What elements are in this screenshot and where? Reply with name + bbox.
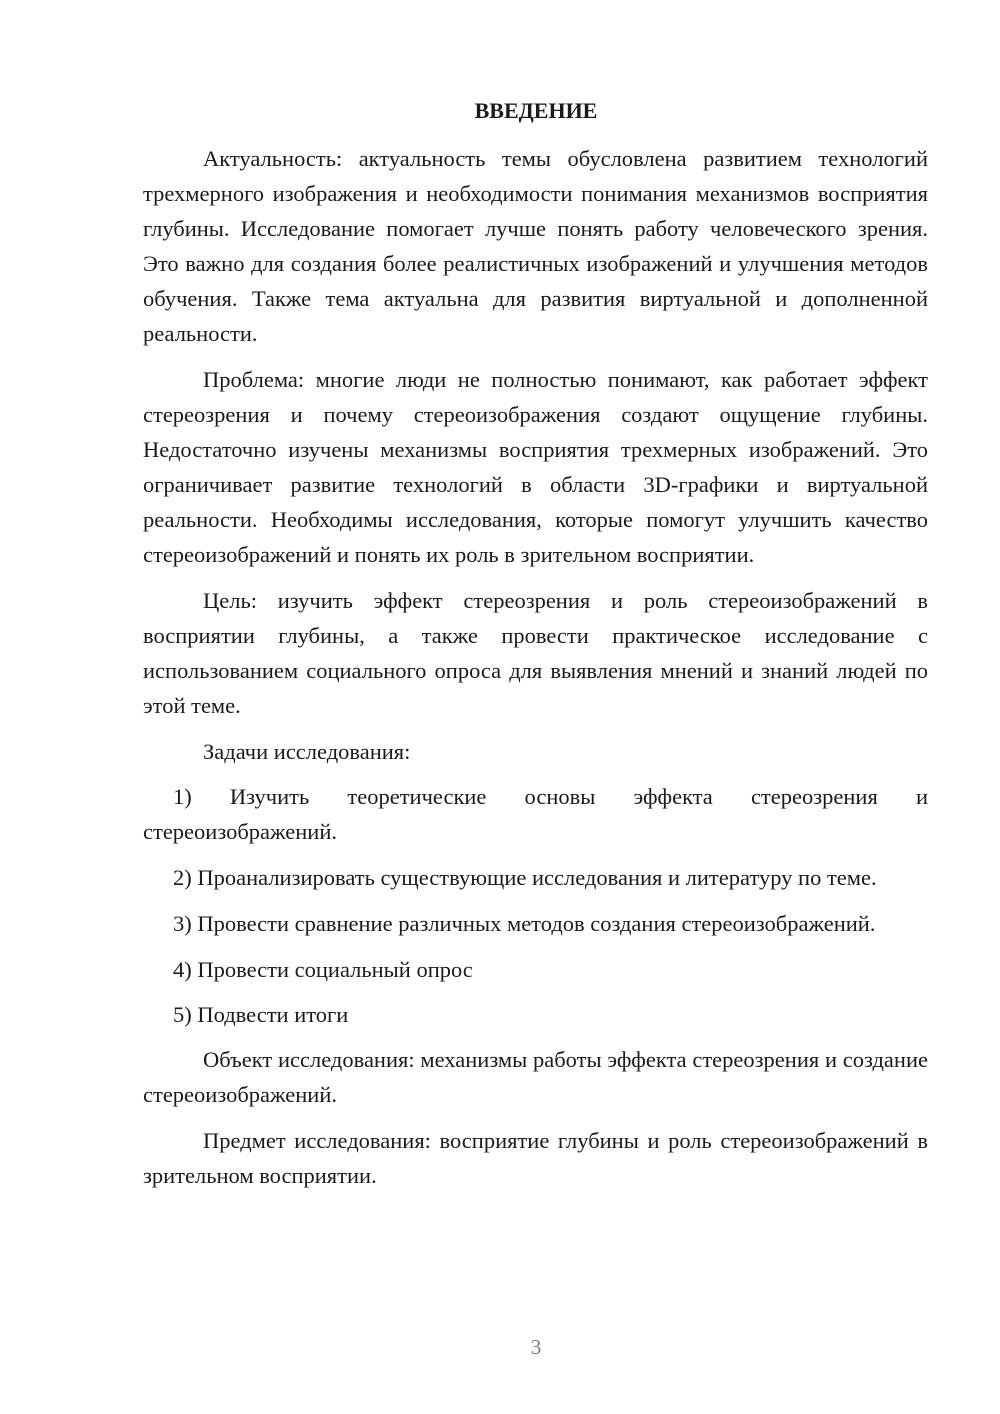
document-body — [143, 141, 928, 1204]
problem-paragraph: Проблема: многие люди не полностью понимают, как работает эффект стереозрения и почему стереоизображения создают ощущение глубины. Недостаточно изучены механизмы восприятия трехмерных изображений. Это ограничивает развитие технологий в области 3D-графики и виртуальной реальности. Необходимы исследования, которые помогут улучшить качество стереоизображений и понять их роль в зрительном восприятии. — [143, 367, 928, 567]
task-item-1: 1) Изучить теоретические основы эффекта стереозрения и стереоизображений. — [143, 784, 928, 844]
page-number: 3 — [530, 1335, 542, 1359]
object-paragraph: Объект исследования: механизмы работы эффекта стереозрения и создание стереоизображений. — [143, 1047, 928, 1107]
task-item-2: 2) Проанализировать существующие исследования и литературу по теме. — [173, 865, 877, 890]
task-item-5: 5) Подвести итоги — [173, 1002, 349, 1027]
page-title: ВВЕДЕНИЕ — [474, 98, 598, 123]
tasks-heading: Задачи исследования: — [203, 739, 411, 764]
task-item-3: 3) Провести сравнение различных методов создания стереоизображений. — [173, 911, 876, 936]
subject-paragraph: Предмет исследования: восприятие глубины и роль стереоизображений в зрительном восприятии. — [143, 1128, 928, 1188]
goal-paragraph: Цель: изучить эффект стереозрения и роль стереоизображений в восприятии глубины, а также провести практическое исследование с использованием социального опроса для выявления мнений и знаний людей по этой теме. — [143, 588, 928, 718]
relevance-paragraph: Актуальность: актуальность темы обусловлена развитием технологий трехмерного изображения и необходимости понимания механизмов восприятия глубины. Исследование помогает лучше понять работу человеческого зрения. Это важно для создания более реалистичных изображений и улучшения методов обучения. Также тема актуальна для развития виртуальной и дополненной реальности. — [143, 146, 928, 346]
task-item-4: 4) Провести социальный опрос — [173, 957, 473, 982]
